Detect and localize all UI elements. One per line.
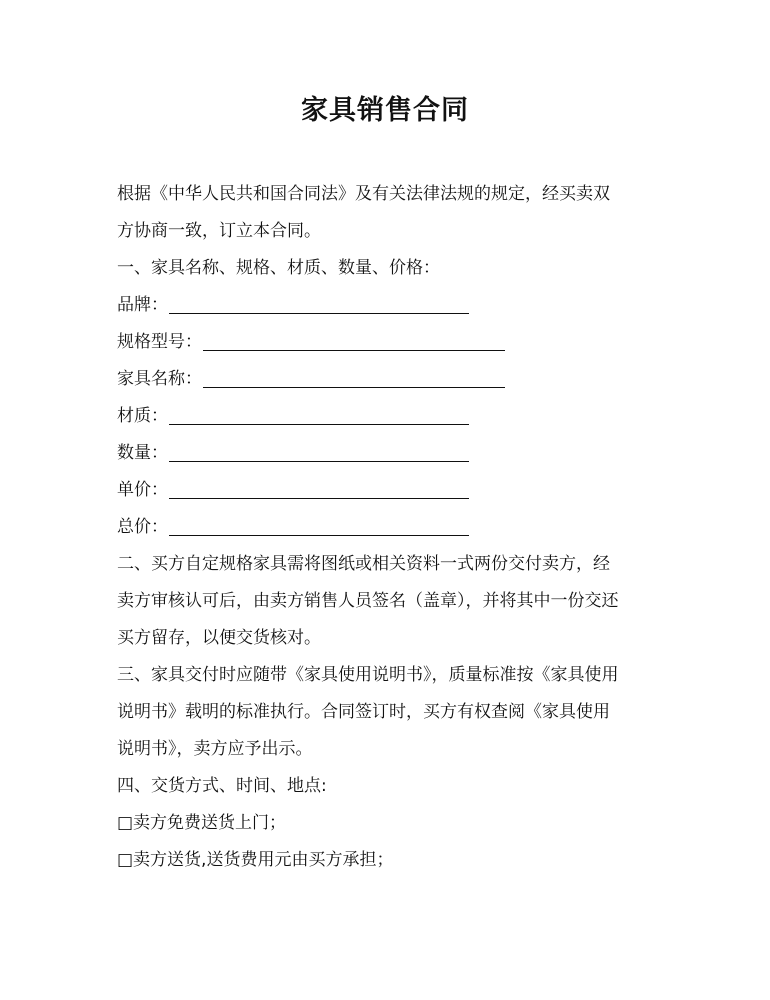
document-body (117, 176, 662, 879)
total-price-input-line[interactable] (169, 513, 469, 536)
field-label: 材质： (117, 406, 168, 426)
field-quantity (117, 435, 662, 472)
field-label: 规格型号： (117, 332, 202, 352)
unit-price-input-line[interactable] (169, 476, 469, 499)
model-input-line[interactable] (203, 328, 505, 351)
delivery-option-checkbox[interactable]: □卖方免费送货上门； (117, 813, 287, 833)
section-line: 二、买方自定规格家具需将图纸或相关资料一式两份交付卖方，经 (117, 554, 610, 574)
field-model (117, 324, 662, 361)
field-furniture-name (117, 361, 662, 398)
field-label: 数量： (117, 443, 168, 463)
quantity-input-line[interactable] (169, 439, 469, 462)
field-brand (117, 287, 662, 324)
field-material (117, 398, 662, 435)
section-line: 卖方审核认可后，由卖方销售人员签名（盖章），并将其中一份交还 (117, 591, 619, 611)
intro-line: 根据《中华人民共和国合同法》及有关法律法规的规定，经买卖双 (117, 184, 610, 204)
field-label: 品牌： (117, 295, 168, 315)
field-unit-price (117, 472, 662, 509)
brand-input-line[interactable] (169, 291, 469, 314)
field-label: 单价： (117, 480, 168, 500)
field-total-price (117, 509, 662, 546)
document-title: 家具销售合同 (301, 95, 469, 126)
field-label: 家具名称： (117, 369, 202, 389)
field-label: 总价： (117, 517, 168, 537)
section-line: 三、家具交付时应随带《家具使用说明书》，质量标准按《家具使用 (117, 665, 619, 685)
delivery-option-checkbox[interactable]: □卖方送货,送货费用元由买方承担； (117, 850, 394, 870)
section-line: 说明书》载明的标准执行。合同签订时，买方有权查阅《家具使用 (117, 702, 610, 722)
material-input-line[interactable] (169, 402, 469, 425)
section-line: 说明书》，卖方应予出示。 (117, 739, 313, 759)
intro-line: 方协商一致，订立本合同。 (117, 221, 321, 241)
furniture-name-input-line[interactable] (203, 365, 505, 388)
section-heading: 一、家具名称、规格、材质、数量、价格： (117, 258, 440, 278)
section-line: 买方留存，以便交货核对。 (117, 628, 321, 648)
section-heading: 四、交货方式、时间、地点: (117, 776, 327, 796)
